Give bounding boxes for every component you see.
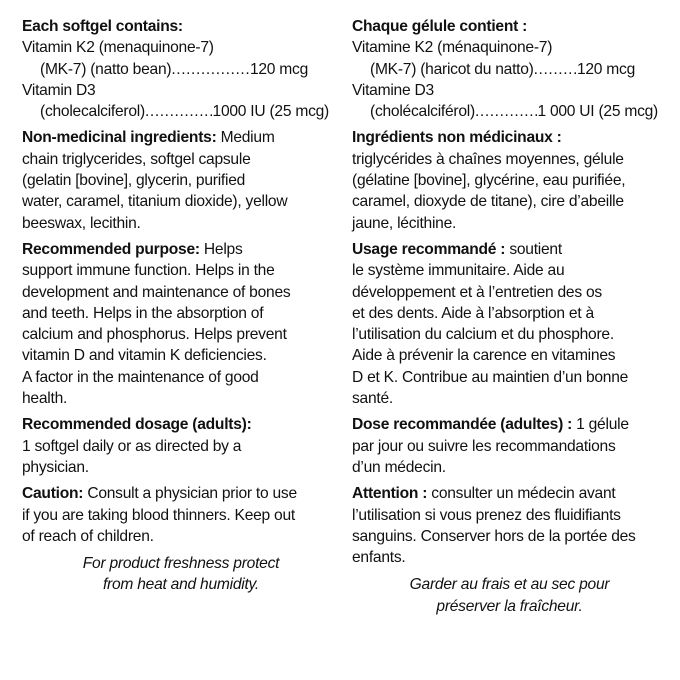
freshness-note-line: For product freshness protect (82, 555, 280, 573)
vitamin-d3-name: Vitamin D3 (22, 81, 96, 99)
purpose-text: health. (22, 390, 68, 408)
english-column (22, 16, 340, 596)
purpose-text: A factor in the maintenance of good (22, 368, 259, 386)
vitamin-k2-source: (MK-7) (natto bean) (40, 60, 172, 78)
nonmedicinal-section (22, 127, 340, 233)
nonmedicinal-text: Medium (216, 129, 275, 147)
purpose-text-fr: Aide à prévenir la carence en vitamines (352, 347, 616, 365)
caution-text-fr: enfants. (352, 549, 406, 567)
nonmedicinal-text: (gelatin [bovine], glycerin, purified (22, 172, 246, 190)
purpose-text-fr: développement et à l’entretien des os (352, 283, 602, 301)
purpose-text-fr: l’utilisation du calcium et du phosphore. (352, 326, 614, 344)
vitamin-k2-dosage-row-fr (352, 59, 635, 80)
nonmedicinal-text-fr: triglycérides à chaînes moyennes, gélule (352, 150, 624, 168)
freshness-note-fr (352, 574, 667, 617)
vitamin-d3-dosage-row-fr (352, 101, 658, 122)
vitamin-k2-amount-fr: 120 mcg (576, 60, 635, 78)
caution-text-fr: consulter un médecin avant (427, 485, 616, 503)
nonmedicinal-line (22, 127, 340, 148)
purpose-line (22, 239, 340, 260)
vitamin-k2-dosage-row (22, 59, 308, 80)
nonmedicinal-text: water, caramel, titanium dioxide), yellow (22, 193, 288, 211)
dosage-section-fr (352, 414, 667, 478)
purpose-text: Helps (199, 240, 243, 258)
purpose-text: development and maintenance of bones (22, 283, 291, 301)
purpose-text: support immune function. Helps in the (22, 262, 275, 280)
caution-heading-fr: Attention : (352, 485, 428, 503)
leader-dots (475, 101, 537, 122)
purpose-section-fr (352, 239, 667, 409)
vitamin-d3-amount: 1000 IU (25 mcg) (212, 103, 329, 121)
dosage-heading: Recommended dosage (adults): (22, 416, 252, 434)
purpose-heading-fr: Usage recommandé : (352, 240, 506, 258)
nonmedicinal-heading-fr: Ingrédients non médicinaux : (352, 129, 562, 147)
vitamin-k2-name: Vitamin K2 (menaquinone-7) (22, 39, 214, 57)
vitamin-d3-source: (cholecalciferol) (40, 103, 145, 121)
vitamin-d3-amount-fr: 1 000 UI (25 mcg) (537, 103, 658, 121)
dosage-text-fr: d’un médecin. (352, 458, 446, 476)
dosage-heading-fr: Dose recommandée (adultes) : (352, 416, 573, 434)
caution-text: of reach of children. (22, 527, 154, 545)
dosage-section (22, 414, 340, 478)
dosage-text: physician. (22, 458, 89, 476)
purpose-heading: Recommended purpose: (22, 240, 200, 258)
caution-text-fr: sanguins. Conserver hors de la portée des (352, 527, 636, 545)
purpose-text: vitamin D and vitamin K deficiencies. (22, 347, 267, 365)
caution-line (22, 483, 340, 504)
vitamin-k2-amount: 120 mcg (249, 60, 308, 78)
purpose-text: calcium and phosphorus. Helps prevent (22, 326, 287, 344)
purpose-text-fr: santé. (352, 390, 393, 408)
vitamin-d3-source-fr: (cholécalciférol) (370, 103, 475, 121)
caution-line-fr (352, 483, 667, 504)
contains-heading-fr: Chaque gélule contient : (352, 18, 528, 35)
freshness-note (22, 553, 340, 596)
dosage-text: 1 softgel daily or as directed by a (22, 437, 242, 455)
leader-dots (171, 59, 250, 80)
french-column (352, 16, 667, 617)
leader-dots (534, 59, 577, 80)
freshness-note-line-fr: Garder au frais et au sec pour (409, 576, 610, 594)
nonmedicinal-text-fr: jaune, lécithine. (352, 214, 457, 232)
vitamin-k2-source-fr: (MK-7) (haricot du natto) (370, 60, 534, 78)
caution-heading: Caution: (22, 485, 84, 503)
purpose-text-fr: soutient (505, 240, 562, 258)
freshness-note-line-fr: préserver la fraîcheur. (436, 597, 583, 615)
dosage-line-fr (352, 414, 667, 435)
leader-dots (145, 101, 213, 122)
vitamin-d3-name-fr: Vitamine D3 (352, 81, 434, 99)
nonmedicinal-text-fr: caramel, dioxyde de titane), cire d’abeille (352, 193, 624, 211)
nonmedicinal-text: beeswax, lecithin. (22, 214, 141, 232)
purpose-text-fr: D et K. Contribue au maintien d’un bonne (352, 368, 629, 386)
purpose-line-fr (352, 239, 667, 260)
contains-section (22, 16, 340, 122)
purpose-section (22, 239, 340, 409)
caution-text-fr: l’utilisation si vous prenez des fluidifiants (352, 506, 621, 524)
vitamin-k2-name-fr: Vitamine K2 (ménaquinone-7) (352, 39, 553, 57)
dosage-text-fr: par jour ou suivre les recommandations (352, 437, 616, 455)
nonmedicinal-text-fr: (gélatine [bovine], glycérine, eau purifiée, (352, 172, 626, 190)
contains-section-fr (352, 16, 667, 122)
dosage-text-fr: 1 gélule (572, 416, 629, 434)
purpose-text: and teeth. Helps in the absorption of (22, 304, 264, 322)
caution-text: if you are taking blood thinners. Keep out (22, 506, 295, 524)
nonmedicinal-heading: Non-medicinal ingredients: (22, 129, 217, 147)
contains-heading: Each softgel contains: (22, 18, 183, 35)
purpose-text-fr: et des dents. Aide à l’absorption et à (352, 304, 594, 322)
caution-section-fr (352, 483, 667, 568)
nonmedicinal-section-fr (352, 127, 667, 233)
caution-section (22, 483, 340, 547)
caution-text: Consult a physician prior to use (83, 485, 297, 503)
freshness-note-line: from heat and humidity. (102, 576, 260, 594)
purpose-text-fr: le système immunitaire. Aide au (352, 262, 565, 280)
vitamin-d3-dosage-row (22, 101, 329, 122)
nonmedicinal-text: chain triglycerides, softgel capsule (22, 150, 251, 168)
